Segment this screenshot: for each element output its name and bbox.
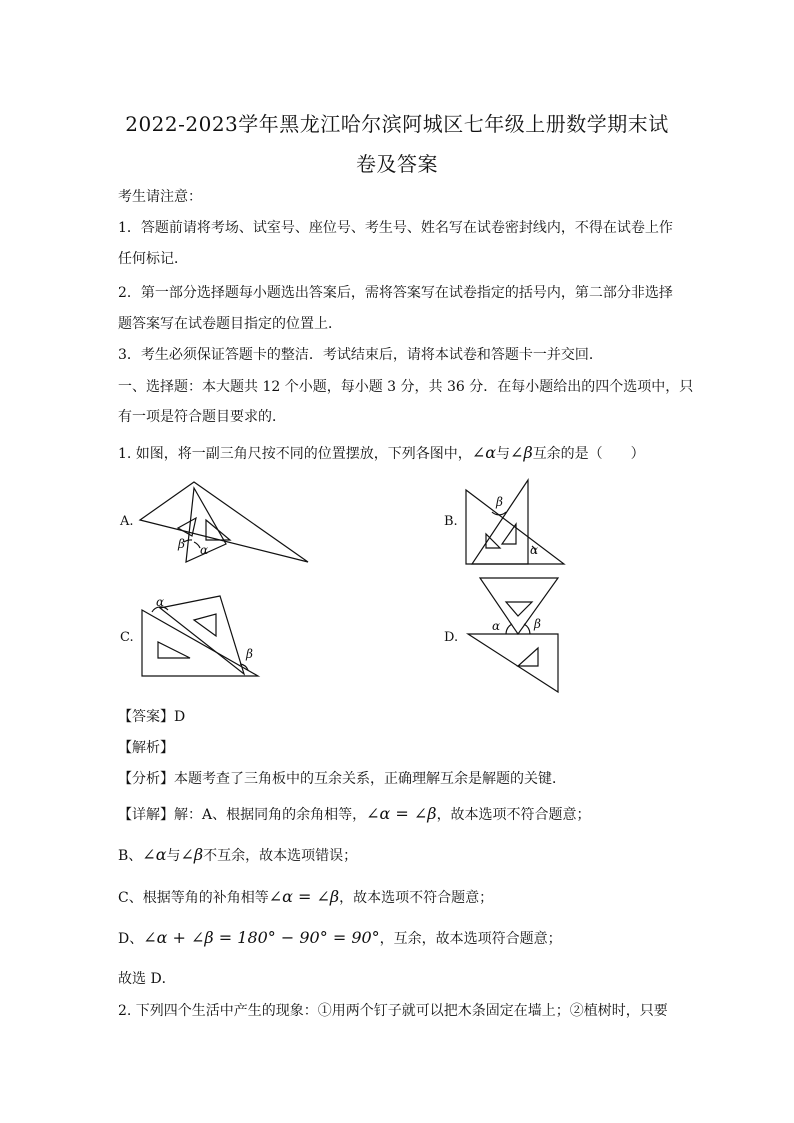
option-b-triangle-2 bbox=[472, 480, 528, 564]
option-d-alpha: α bbox=[492, 619, 501, 633]
option-b-label: B. bbox=[444, 514, 458, 529]
option-b-figure bbox=[462, 476, 572, 568]
option-d-label: D. bbox=[444, 630, 459, 645]
option-a-triangle-large bbox=[140, 482, 308, 562]
detail-b-post: 不互余，故本选项错误； bbox=[203, 848, 358, 864]
option-a-beta: β bbox=[178, 537, 185, 551]
notice-item1-b: 任何标记． bbox=[118, 251, 188, 267]
detail-a-math: ∠α = ∠β bbox=[366, 804, 437, 823]
option-b-arc-beta bbox=[492, 512, 506, 515]
q1-stem-c: 互余的是（ ） bbox=[532, 446, 645, 462]
notice-item2-a: 2．第一部分选择题每小题选出答案后，需将答案写在试卷指定的括号内，第二部分非选择 bbox=[118, 285, 673, 301]
q1-stem-b: 与 bbox=[496, 446, 511, 462]
option-b-inner-tri-2 bbox=[502, 524, 516, 544]
option-c-inner-tri-2 bbox=[194, 614, 216, 636]
detail-d-pre: D、 bbox=[118, 931, 144, 947]
option-a-alpha: α bbox=[200, 543, 209, 557]
detail-b-pre: B、 bbox=[118, 848, 143, 864]
option-c-label: C. bbox=[120, 630, 134, 645]
option-d-triangle-bottom bbox=[468, 634, 558, 692]
q2-stem: 2. 下列四个生活中产生的现象：①用两个钉子就可以把木条固定在墙上；②植树时，只要 bbox=[118, 1003, 668, 1019]
detail-d-post: ，互余，故本选项符合题意； bbox=[379, 931, 562, 947]
detail-c-pre: C、根据等角的补角相等 bbox=[118, 890, 269, 906]
option-d-beta: β bbox=[534, 617, 541, 631]
detail-c-post: ，故本选项不符合题意； bbox=[339, 890, 494, 906]
q1-beta: ∠β bbox=[510, 443, 533, 462]
exam-title-line1: 2022-2023学年黑龙江哈尔滨阿城区七年级上册数学期末试 bbox=[125, 112, 669, 136]
detail-a-post: ，故本选项不符合题意； bbox=[436, 807, 591, 823]
detail-b-mid: 与 bbox=[166, 848, 181, 864]
q1-answer: 【答案】D bbox=[118, 709, 186, 725]
q1-detail-b bbox=[118, 845, 688, 865]
exam-title-line2: 卷及答案 bbox=[356, 152, 438, 176]
option-a-label: A. bbox=[120, 514, 134, 529]
q1-conclusion: 故选 D． bbox=[118, 971, 176, 987]
option-c-triangle-2 bbox=[160, 596, 244, 674]
detail-d-math: ∠α + ∠β = 180° − 90° = 90° bbox=[143, 928, 380, 947]
option-b-inner-tri-1 bbox=[486, 534, 500, 548]
notice-item3: 3．考生必须保证答题卡的整洁．考试结束后，请将本试卷和答题卡一并交回． bbox=[118, 347, 603, 363]
option-d-arc-alpha bbox=[506, 624, 512, 634]
option-d-arc-beta bbox=[524, 624, 530, 634]
detail-c-math: ∠α = ∠β bbox=[268, 887, 340, 906]
detail-b-math2: ∠β bbox=[180, 845, 204, 864]
q1-alpha: ∠α bbox=[471, 443, 497, 462]
q1-stem bbox=[118, 443, 688, 463]
detail-a-pre: 【详解】解：A、根据同角的余角相等， bbox=[118, 807, 367, 823]
q1-detail-a bbox=[118, 804, 688, 824]
option-c-figure bbox=[140, 594, 264, 680]
option-d-inner-tri-1 bbox=[506, 602, 532, 616]
option-c-inner-tri-1 bbox=[158, 642, 190, 658]
detail-b-math1: ∠α bbox=[142, 845, 167, 864]
notice-item2-b: 题答案写在试卷题目指定的位置上． bbox=[118, 316, 342, 332]
option-c-beta: β bbox=[246, 647, 253, 661]
q1-analysis: 【分析】本题考查了三角板中的互余关系，正确理解互余是解题的关键． bbox=[118, 771, 566, 787]
section1-line-a: 一、选择题：本大题共 12 个小题，每小题 3 分，共 36 分．在每小题给出的四个选项中，只 bbox=[118, 379, 694, 395]
option-b-beta: β bbox=[496, 495, 503, 509]
notice-item1-a: 1．答题前请将考场、试室号、座位号、考生号、姓名写在试卷密封线内，不得在试卷上作 bbox=[118, 220, 673, 236]
q1-detail-d bbox=[118, 928, 688, 948]
q1-analysis-heading: 【解析】 bbox=[118, 740, 174, 756]
option-d-figure bbox=[462, 576, 562, 696]
option-b-triangle-1 bbox=[466, 490, 564, 564]
option-c-alpha: α bbox=[156, 595, 165, 609]
q1-stem-a: 1. 如图，将一副三角尺按不同的位置摆放，下列各图中， bbox=[118, 446, 472, 462]
q1-detail-c bbox=[118, 887, 688, 907]
option-d-inner-tri-2 bbox=[518, 648, 538, 666]
section1-line-b: 有一项是符合题目要求的． bbox=[118, 409, 286, 425]
option-a-figure bbox=[138, 482, 318, 582]
option-b-alpha: α bbox=[530, 543, 539, 557]
notice-heading: 考生请注意： bbox=[118, 189, 202, 205]
